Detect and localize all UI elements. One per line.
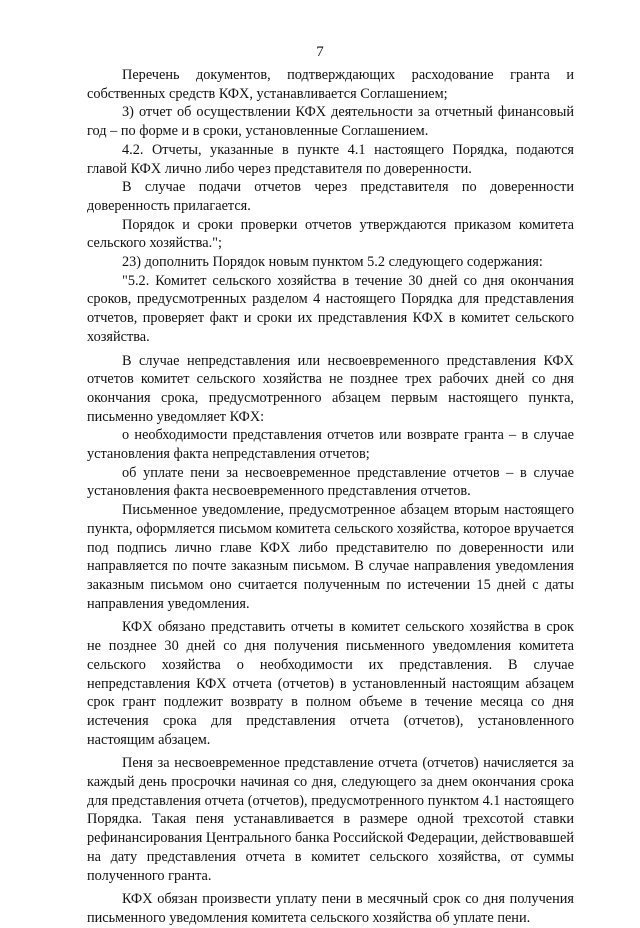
paragraph-5-2: "5.2. Комитет сельского хозяйства в течение 30 дней со дня окончания сроков, предусмотренных разделом 4 настоящего Порядка для представления отчетов, проверяет факт и сроки их представления КФХ в комитет сельского хозяйства.: [87, 272, 574, 345]
paragraph-penalty-term: КФХ обязан произвести уплату пени в месячный срок со дня получения письменного уведомления комитета сельского хозяйства об уплате пени.: [87, 891, 574, 926]
paragraph-written-notice: Письменное уведомление, предусмотренное абзацем вторым настоящего пункта, оформляется письмом комитета сельского хозяйства, которое вручается под подпись лично главе КФХ либо представителю по доверенности или направляется по почте заказным письмом. В случае направления уведомления заказным письмом оно считается полученным по истечении 15 дней с даты направления уведомления.: [87, 502, 574, 612]
paragraph-penalty-payment: об уплате пени за несвоевременное представление отчетов – в случае установления факта несвоевременного представления отчетов.: [87, 464, 574, 500]
page-number: 7: [316, 44, 324, 60]
paragraph-4-2: 4.2. Отчеты, указанные в пункте 4.1 настоящего Порядка, подаются главой КФХ лично либо через представителя по доверенности.: [87, 141, 574, 177]
paragraph-submission-deadline: КФХ обязано представить отчеты в комитет сельского хозяйства в срок не позднее 30 дней со дня получения письменного уведомления комитета сельского хозяйства о необходимости их представления. В случае непредставления КФХ отчета (отчетов) в установленный настоящим абзацем срок грант подлежит возврату в полном объеме в течение месяца со дня истечения срока для представления отчета (отчетов), установленного настоящим абзацем.: [87, 619, 574, 748]
paragraph-verification-order: Порядок и сроки проверки отчетов утверждаются приказом комитета сельского хозяйства.";: [87, 216, 574, 252]
paragraph-activity-report: 3) отчет об осуществлении КФХ деятельности за отчетный финансовый год – по форме и в сроки, установленные Соглашением.: [87, 104, 574, 140]
paragraph-penalty-accrual: Пеня за несвоевременное представление отчета (отчетов) начисляется за каждый день просрочки начиная со дня, следующего за днем окончания срока для представления отчета (отчетов), предусмотренного пунктом 4.1 настоящего Порядка. Такая пеня устанавливается в размере одной трехсотой ставки рефинансирования Центрального банка Российской Федерации, действовавшей на дату представления отчета в комитет сельского хозяйства, от суммы полученного гранта.: [87, 755, 574, 884]
paragraph-return-grant: о необходимости представления отчетов или возврате гранта – в случае установления факта непредставления отчетов;: [87, 427, 574, 463]
paragraph-documents-list: Перечень документов, подтверждающих расходование гранта и собственных средств КФХ, устанавливается Соглашением;: [87, 67, 574, 102]
document-body: [87, 66, 574, 928]
paragraph-item-23: 23) дополнить Порядок новым пунктом 5.2 следующего содержания:: [122, 254, 543, 271]
paragraph-power-of-attorney: В случае подачи отчетов через представителя по доверенности доверенность прилагается.: [87, 179, 574, 214]
paragraph-non-submission: В случае непредставления или несвоевременного представления КФХ отчетов комитет сельского хозяйства не позднее трех рабочих дней со дня окончания срока, предусмотренного абзацем первым настоящего пункта, письменно уведомляет КФХ:: [87, 352, 574, 425]
